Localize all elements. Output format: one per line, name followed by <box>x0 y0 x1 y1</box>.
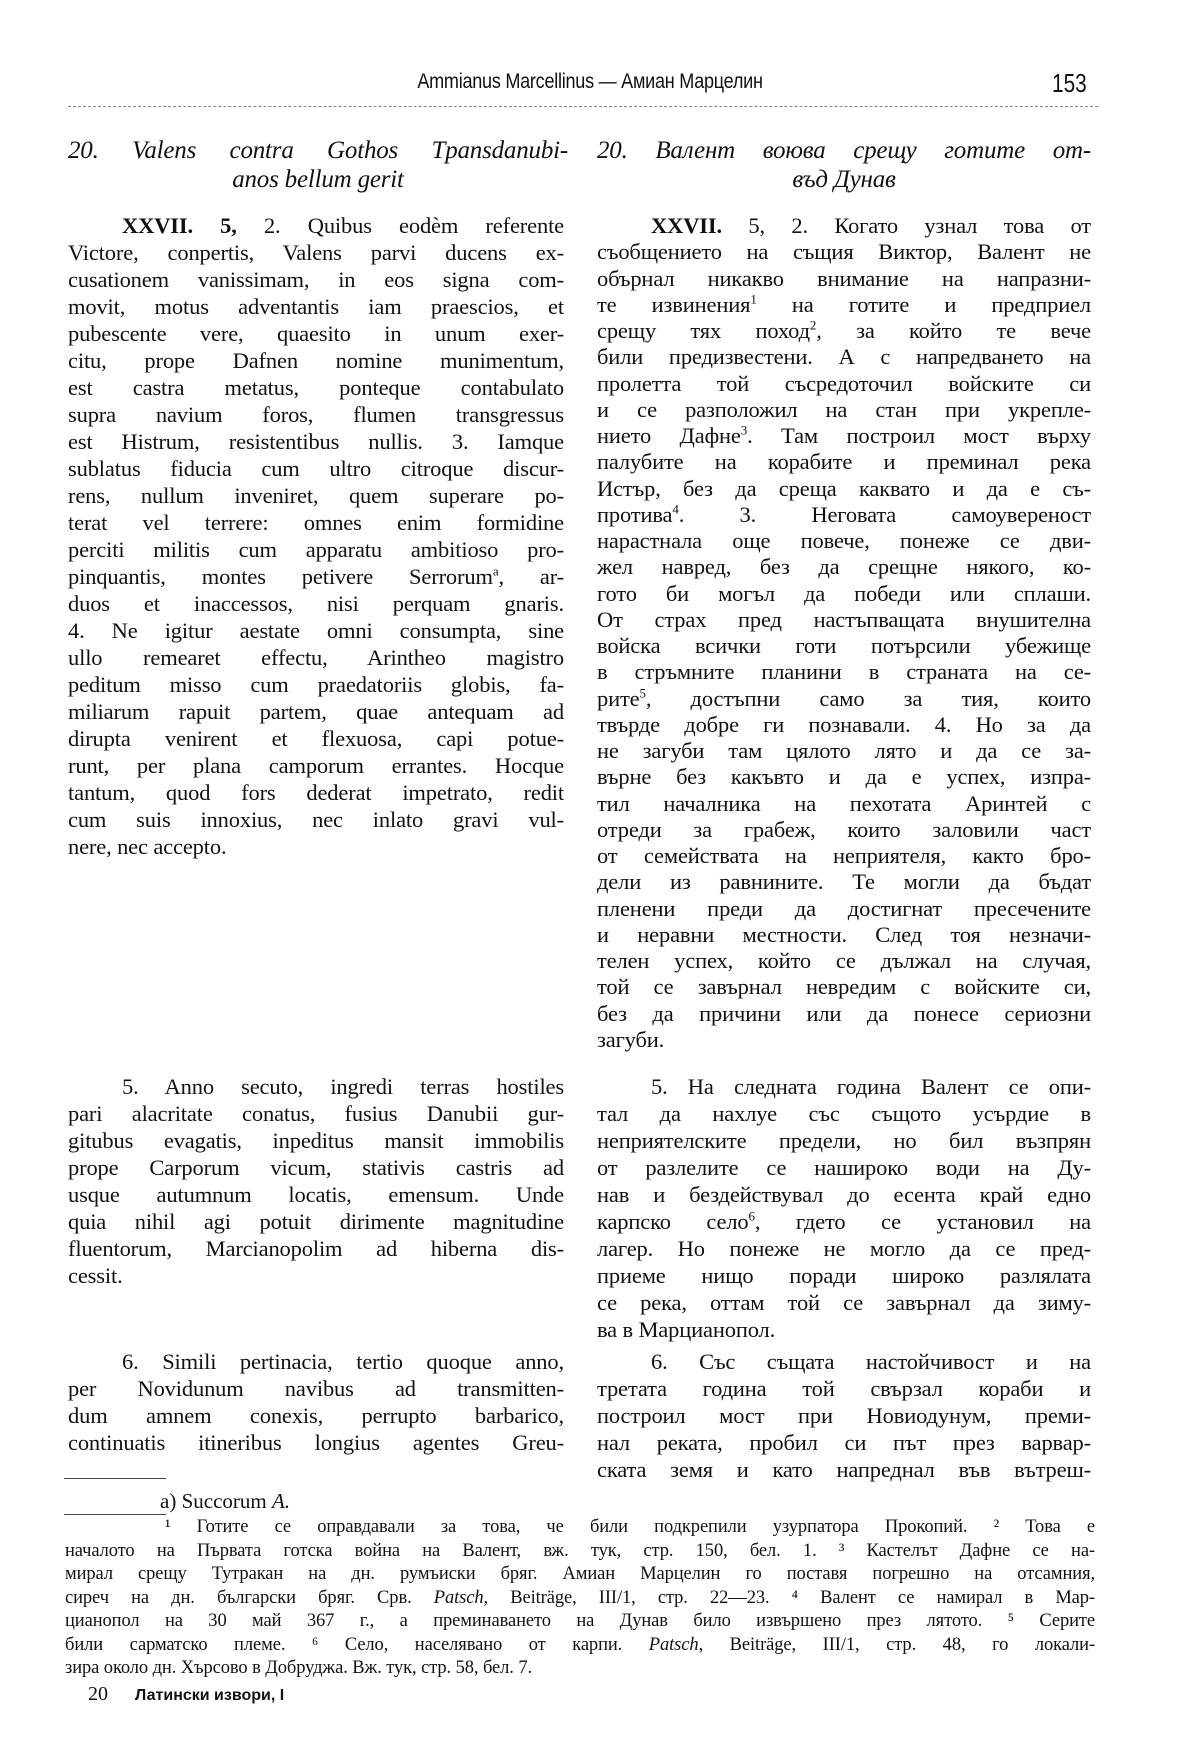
footnote-text: , Beiträge, III/1, стр. 48, го локали- <box>698 1634 1096 1655</box>
bulgarian-para5-line <box>597 1316 1091 1343</box>
bulgarian-line <box>597 291 1091 318</box>
line-text: съобщението на същия Виктор, Валент не <box>597 239 1091 265</box>
line-text: cessit. <box>68 1263 123 1288</box>
line-text: протива <box>597 501 673 527</box>
latin-line <box>68 698 564 725</box>
line-text: нал реката, пробил си път през варвар- <box>597 1430 1091 1455</box>
line-text: continuatis itineribus longius agentes Greu- <box>68 1430 564 1455</box>
footnote-marker: 5 <box>639 685 646 701</box>
line-text: жел навред, без да срещне някого, ко- <box>597 554 1091 580</box>
line-text: citu, prope Dafnen nomine munimentum, <box>68 348 564 373</box>
line-text: третата година той свързал кораби и <box>597 1376 1091 1401</box>
line-text: нав и бездействувал до есента край едно <box>597 1182 1091 1207</box>
latin-line <box>68 212 564 239</box>
section-heading-latin <box>68 136 568 194</box>
line-text: est castra metatus, ponteque contabulato <box>68 375 564 400</box>
line-text: runt, per plana camporum errantes. Hocque <box>68 753 564 778</box>
latin-para6-line <box>68 1375 564 1402</box>
line-text: est Histrum, resistentibus nullis. 3. Iamque <box>68 429 564 454</box>
line-text: tantum, quod fors dederat impetrato, redit <box>68 780 564 805</box>
latin-line <box>68 320 564 347</box>
latin-line <box>68 671 564 698</box>
footnote-text: , Beiträge, III/1, стр. 22—23. ⁴ Валент се намирал в Мар- <box>483 1587 1095 1608</box>
line-text: pubescente vere, quaesito in unum exer- <box>68 321 564 346</box>
bulgarian-line <box>597 501 1091 528</box>
latin-para5-line <box>68 1181 564 1208</box>
line-text: prope Carporum vicum, stativis castris ad <box>68 1155 564 1180</box>
latin-para5-line <box>68 1154 564 1181</box>
line-text: gitubus evagatis, inpeditus mansit immobilis <box>68 1128 564 1153</box>
bulgarian-line <box>597 790 1091 817</box>
footnote-marker: a <box>492 563 499 579</box>
line-text: Victore, conpertis, Valens parvi ducens ex- <box>68 240 564 265</box>
section-heading-bulgarian <box>597 136 1091 194</box>
line-text: miliarum rapuit partem, quae antequam ad <box>68 699 564 724</box>
latin-line <box>68 401 564 428</box>
line-text: тал да нахлуе със същото усърдие в <box>597 1101 1091 1126</box>
line-text: 5. Anno secuto, ingredi terras hostiles <box>122 1074 564 1099</box>
line-text: приеме нищо поради широко разлялата <box>597 1263 1091 1288</box>
cited-author: Patsch <box>433 1587 484 1608</box>
footnote-line <box>65 1587 1095 1610</box>
line-text: загуби. <box>597 1026 665 1052</box>
bulgarian-line <box>597 527 1091 554</box>
line-text: От страх пред настъпващата внушителна <box>597 606 1091 632</box>
line-text: от семействата на неприятеля, както бро- <box>597 843 1091 869</box>
line-text: на готите и предприел <box>756 291 1091 317</box>
bulgarian-line <box>597 842 1091 869</box>
latin-line <box>68 509 564 536</box>
line-text: cusationem vanissimam, in eos signa com- <box>68 267 564 292</box>
latin-para5-line <box>68 1127 564 1154</box>
line-text: се река, оттам той се завърнал да зиму- <box>597 1290 1091 1315</box>
line-text: рите <box>597 685 640 711</box>
line-text: quia nihil agi potuit dirimente magnitudine <box>68 1209 564 1234</box>
line-text: твърде добре ги познавали. 4. Но за да <box>597 711 1091 737</box>
latin-para6-line <box>68 1402 564 1429</box>
bulgarian-para5-line <box>597 1154 1091 1181</box>
line-text: 2. Quibus eodèm referente <box>263 213 565 238</box>
footnote-marker: 4 <box>672 501 679 517</box>
bulgarian-line <box>597 737 1091 764</box>
printer-signature <box>88 1683 284 1706</box>
line-text: те извинения <box>597 291 751 317</box>
bulgarian-para5-line <box>597 1235 1091 1262</box>
line-text: той се завърнал невредим с войските си, <box>597 974 1091 1000</box>
latin-para5-line <box>68 1235 564 1262</box>
bulgarian-para5-line <box>597 1262 1091 1289</box>
bulgarian-line <box>597 553 1091 580</box>
footnote-marker: 6 <box>748 1208 755 1224</box>
bulgarian-line <box>597 895 1091 922</box>
latin-line <box>68 752 564 779</box>
latin-line <box>68 239 564 266</box>
line-text: върне без какъвто и да е успех, изпра- <box>597 764 1091 790</box>
bulgarian-para6-line <box>597 1348 1091 1375</box>
sheet-number: 20 <box>88 1683 108 1705</box>
bulgarian-line <box>597 475 1091 502</box>
line-text: duos et inaccessos, nisi perquam gnaris. <box>68 591 564 616</box>
latin-line <box>68 833 564 860</box>
footnote-rule-bottom <box>64 1514 166 1515</box>
footnote-marker: 2 <box>809 317 817 333</box>
bulgarian-para5-line <box>597 1181 1091 1208</box>
line-text: не загуби там цялото лято и да се за- <box>597 738 1091 764</box>
bulgarian-line <box>597 265 1091 292</box>
line-text: телен успех, който се дължал на случая, <box>597 948 1091 974</box>
bulgarian-line <box>597 658 1091 685</box>
line-text: 6. Simili pertinacia, tertio quoque anno, <box>122 1349 564 1374</box>
line-text: и неравни местности. След тоя незначи- <box>597 921 1091 947</box>
line-text: . Там построил мост върху <box>747 423 1091 449</box>
line-text: , ar- <box>498 564 564 589</box>
footnote-marker: 1 <box>750 291 757 307</box>
bulgarian-line <box>597 711 1091 738</box>
line-text: per Novidunum navibus ad transmitten- <box>68 1376 564 1401</box>
latin-para5-line <box>68 1208 564 1235</box>
line-text: , достъпни само за тия, които <box>645 685 1091 711</box>
footnote-text: ¹ Готите се оправдавали за това, че били подкрепили узурпатора Прокопий. ² Това е <box>165 1517 1095 1537</box>
bulgarian-para6-line <box>597 1429 1091 1456</box>
bulgarian-para5-line <box>597 1127 1091 1154</box>
line-text: срещу тях поход <box>597 318 810 344</box>
line-text: peditum misso cum praedatoriis globis, fa- <box>68 672 564 697</box>
line-text: палубите на корабите и преминал река <box>597 449 1091 475</box>
line-text: , за който те вече <box>816 318 1091 344</box>
bulgarian-line <box>597 868 1091 895</box>
apparatus-siglum: A. <box>271 1489 291 1513</box>
line-text: карпско село <box>597 1209 749 1234</box>
line-text: 5. На следната година Валент се опи- <box>651 1074 1091 1099</box>
latin-line <box>68 266 564 293</box>
line-text: Истър, без да среща каквато и да е съ- <box>597 475 1091 501</box>
heading-latin-line1: 20. Valens contra Gothos Tpansdanubi- <box>68 137 568 164</box>
line-text: без да причини или да понесе сериозни <box>597 1000 1091 1026</box>
line-text: от разлелите се нашироко води на Ду- <box>597 1155 1091 1180</box>
bulgarian-line <box>597 448 1091 475</box>
latin-line <box>68 455 564 482</box>
apparatus-note-text: a) Succorum <box>160 1489 267 1513</box>
section-reference: XXVII. <box>651 213 749 238</box>
footnote-marker: 3 <box>740 422 748 438</box>
latin-line <box>68 644 564 671</box>
bulgarian-line <box>597 1000 1091 1027</box>
bulgarian-line <box>597 947 1091 974</box>
heading-latin-line2: anos bellum gerit <box>232 166 404 193</box>
bulgarian-line <box>597 606 1091 633</box>
bulgarian-line <box>597 238 1091 265</box>
latin-line <box>68 725 564 752</box>
heading-bulgarian-line1: 20. Валент воюва срещу готите от- <box>597 137 1091 164</box>
line-text: terat vel terrere: omnes enim formidine <box>68 510 564 535</box>
line-text: cum suis innoxius, nec inlato gravi vul- <box>68 807 564 832</box>
line-text: 6. Със същата настойчивост и на <box>651 1349 1091 1374</box>
line-text: perciti militis cum apparatu ambitioso pro- <box>68 537 564 562</box>
line-text: построил мост при Новиодунум, преми- <box>597 1403 1091 1428</box>
latin-line <box>68 347 564 374</box>
bulgarian-line <box>597 1026 1091 1053</box>
line-text: били предизвестени. А с напредването на <box>597 344 1091 370</box>
line-text: нието Дафне <box>597 423 741 449</box>
footnote-line <box>65 1540 1095 1563</box>
section-reference: XXVII. 5, <box>122 213 264 238</box>
line-text: гото би могъл да победи или сплаши. <box>597 580 1091 606</box>
bulgarian-line <box>597 580 1091 607</box>
line-text: pari alacritate conatus, fusius Danubii gur- <box>68 1101 564 1126</box>
running-title: Ammianus Marcellinus — Амиан Марцелин <box>417 70 763 93</box>
latin-line <box>68 563 564 590</box>
line-text: usque autumnum locatis, emensum. Unde <box>68 1182 564 1207</box>
bulgarian-para5-line <box>597 1073 1091 1100</box>
line-text: 5, 2. Когато узнал това от <box>748 213 1091 238</box>
bulgarian-para6-line <box>597 1456 1091 1483</box>
line-text: ва в Марцианопол. <box>597 1317 776 1342</box>
latin-line <box>68 617 564 644</box>
line-text: в стръмните планини в страната на се- <box>597 659 1091 685</box>
page-number: 153 <box>1052 68 1087 98</box>
latin-line <box>68 293 564 320</box>
footnote-rule-top <box>64 1478 166 1479</box>
bulgarian-line <box>597 973 1091 1000</box>
line-text: тил началника на пехотата Аринтей с <box>597 790 1091 816</box>
line-text: . 3. Неговата самоувереност <box>678 501 1091 527</box>
latin-line <box>68 806 564 833</box>
footnote-line <box>65 1563 1095 1586</box>
latin-line <box>68 428 564 455</box>
latin-para5-line <box>68 1073 564 1100</box>
line-text: dum amnem conexis, perrupto barbarico, <box>68 1403 564 1428</box>
bulgarian-line <box>597 212 1091 239</box>
apparatus-note <box>160 1489 290 1514</box>
line-text: отреди за грабеж, които заловили част <box>597 816 1091 842</box>
footnote-text: сиреч на дн. български бряг. Срв. <box>65 1587 434 1608</box>
line-text: , гдето се установил на <box>754 1209 1091 1234</box>
latin-line <box>68 482 564 509</box>
line-text: rens, nullum inveniret, quem superare po- <box>68 483 564 508</box>
line-text: лагер. Но понеже не могло да се пред- <box>597 1236 1091 1261</box>
bulgarian-line <box>597 422 1091 449</box>
bulgarian-line <box>597 396 1091 423</box>
latin-para6-line <box>68 1348 564 1375</box>
line-text: fluentorum, Marcianopolim ad hiberna dis- <box>68 1236 564 1261</box>
bulgarian-para5-line <box>597 1100 1091 1127</box>
line-text: ската земя и като напреднал във вътреш- <box>597 1457 1091 1482</box>
line-text: pinquantis, montes petivere Serrorum <box>68 564 493 589</box>
header-rule <box>68 106 1098 107</box>
bulgarian-line <box>597 370 1091 397</box>
heading-bulgarian-line2: въд Дунав <box>792 166 896 193</box>
bulgarian-line <box>597 317 1091 344</box>
cited-author: Patsch <box>648 1634 699 1655</box>
latin-para5-line <box>68 1262 564 1289</box>
footnote-text: цианопол на 30 май 367 г., а преминаването на Дунав било извършено през лятото. ⁵ Серите <box>65 1611 1095 1631</box>
footnote-line <box>65 1634 1095 1657</box>
bulgarian-para6-line <box>597 1402 1091 1429</box>
line-text: dirupta venirent et flexuosa, capi potue- <box>68 726 564 751</box>
footnote-text: началото на Първата готска война на Валент, вж. тук, стр. 150, бел. 1. ³ Кастелът Дафне се на- <box>65 1540 1095 1561</box>
latin-para6-line <box>68 1429 564 1456</box>
line-text: пленени преди да достигнат пресечените <box>597 895 1091 921</box>
footnote-line <box>65 1657 1095 1680</box>
line-text: 4. Ne igitur aestate omni consumpta, sine <box>68 618 564 643</box>
line-text: войска всички готи потърсили убежище <box>597 633 1091 659</box>
latin-para5-line <box>68 1100 564 1127</box>
line-text: nere, nec accepto. <box>68 834 227 859</box>
footnote-text: мирал срещу Тутракан на дн. румъиски бряг. Амиан Марцелин го поставя погрешно на отсамния, <box>65 1564 1095 1584</box>
line-text: sublatus fiducia cum ultro citroque discur- <box>68 456 564 481</box>
bulgarian-line <box>597 685 1091 712</box>
line-text: ullo remearet effectu, Arintheo magistro <box>68 645 564 670</box>
bulgarian-line <box>597 921 1091 948</box>
bulgarian-para5-line <box>597 1208 1091 1235</box>
latin-line <box>68 536 564 563</box>
line-text: дели из равнините. Те могли да бъдат <box>597 869 1091 895</box>
line-text: и се разположил на стан при укрепле- <box>597 396 1091 422</box>
line-text: обърнал никакво внимание на напразни- <box>597 265 1091 291</box>
line-text: movit, motus adventantis iam praescios, et <box>68 294 564 319</box>
footnote-line <box>65 1610 1095 1633</box>
bulgarian-para5-line <box>597 1289 1091 1316</box>
line-text: неприятелските предели, но бил възпрян <box>597 1128 1091 1153</box>
line-text: supra navium foros, flumen transgressus <box>68 402 564 427</box>
line-text: нарастнала още повече, понеже се дви- <box>597 528 1091 554</box>
bulgarian-para6-line <box>597 1375 1091 1402</box>
bulgarian-line <box>597 816 1091 843</box>
bulgarian-line <box>597 632 1091 659</box>
running-head <box>0 70 1200 100</box>
latin-line <box>68 779 564 806</box>
footnote-line <box>65 1516 1095 1539</box>
footnote-text: били сарматско племе. ⁶ Село, населявано от карпи. <box>65 1634 649 1655</box>
footnote-text: зира около дн. Хърсово в Добруджа. Вж. тук, стр. 58, бел. 7. <box>65 1658 532 1678</box>
line-text: пролетта той съсредоточил войските си <box>597 370 1091 396</box>
sheet-title: Латински извори, I <box>135 1687 285 1704</box>
latin-line <box>68 590 564 617</box>
bulgarian-line <box>597 763 1091 790</box>
bulgarian-line <box>597 343 1091 370</box>
latin-line <box>68 374 564 401</box>
